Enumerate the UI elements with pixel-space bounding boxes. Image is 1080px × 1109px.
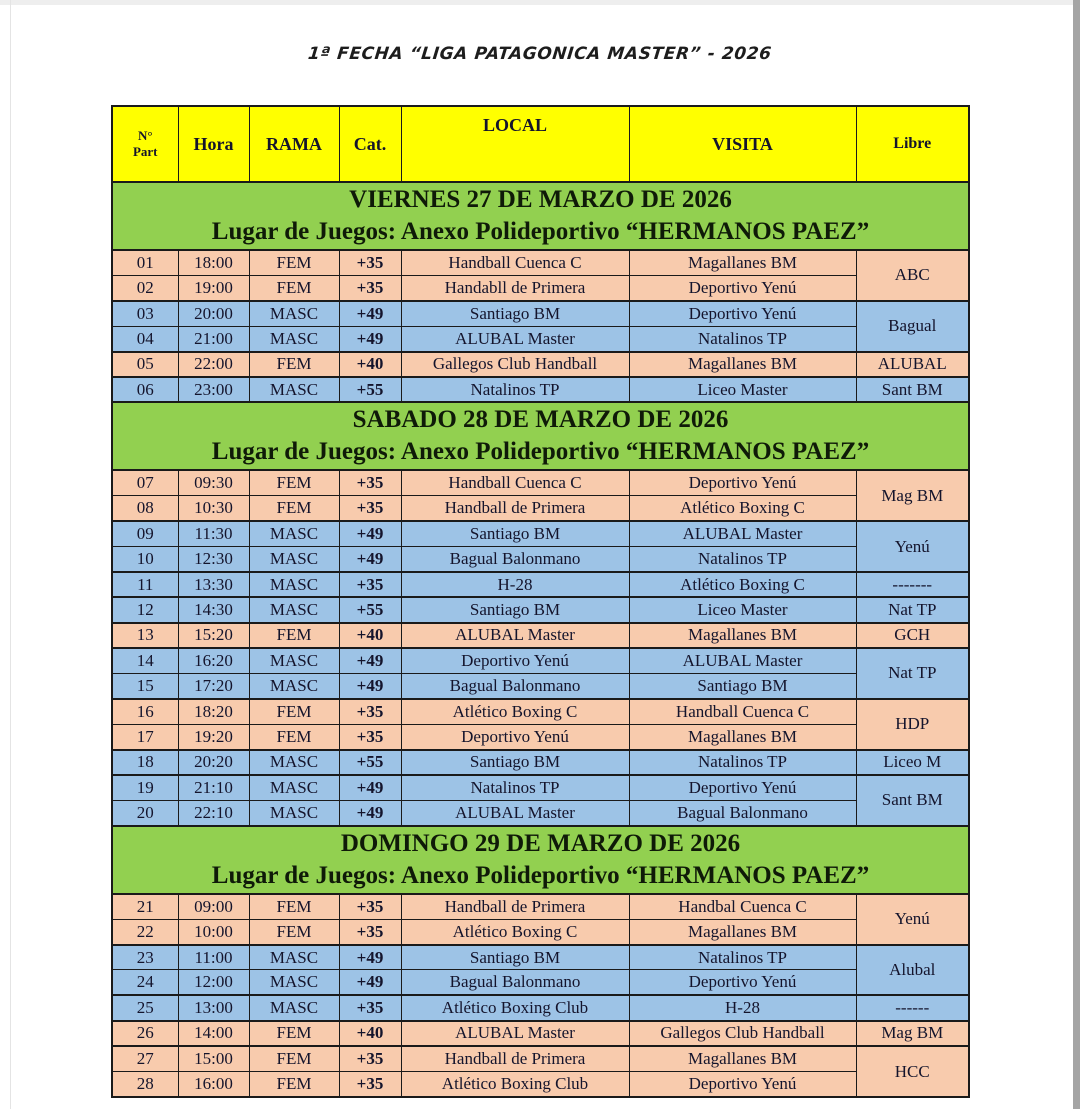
libre-team: Liceo M — [856, 750, 969, 775]
match-number: 20 — [112, 800, 178, 825]
match-category: +49 — [339, 301, 401, 326]
match-time: 18:00 — [178, 250, 249, 275]
match-division: FEM — [249, 1021, 339, 1046]
match-category: +55 — [339, 750, 401, 775]
visita-team: Magallanes BM — [629, 919, 856, 944]
match-division: FEM — [249, 470, 339, 495]
local-team: ALUBAL Master — [401, 623, 629, 648]
match-row — [112, 648, 969, 673]
local-team: Bagual Balonmano — [401, 970, 629, 995]
libre-team: GCH — [856, 623, 969, 648]
match-time: 15:00 — [178, 1046, 249, 1071]
match-division: MASC — [249, 750, 339, 775]
local-team: Handball Cuenca C — [401, 250, 629, 275]
libre-team: Alubal — [856, 945, 969, 996]
match-category: +40 — [339, 623, 401, 648]
local-team: H-28 — [401, 572, 629, 597]
match-time: 19:00 — [178, 275, 249, 300]
match-division: MASC — [249, 301, 339, 326]
match-row — [112, 275, 969, 300]
visita-team: Liceo Master — [629, 597, 856, 622]
day-title: DOMINGO 29 DE MARZO DE 2026 — [340, 829, 741, 857]
visita-team: Liceo Master — [629, 377, 856, 402]
visita-team: Bagual Balonmano — [629, 800, 856, 825]
match-category: +55 — [339, 597, 401, 622]
match-category: +35 — [339, 572, 401, 597]
match-division: FEM — [249, 275, 339, 300]
match-division: MASC — [249, 326, 339, 351]
match-row — [112, 894, 969, 919]
day-section-row — [112, 402, 969, 470]
header-libre: Libre — [856, 106, 969, 182]
local-team: Gallegos Club Handball — [401, 352, 629, 377]
match-number: 26 — [112, 1021, 178, 1046]
match-division: FEM — [249, 724, 339, 749]
match-row — [112, 1021, 969, 1046]
match-row — [112, 470, 969, 495]
match-division: MASC — [249, 995, 339, 1020]
match-division: FEM — [249, 919, 339, 944]
match-category: +49 — [339, 945, 401, 970]
match-division: FEM — [249, 623, 339, 648]
match-category: +35 — [339, 250, 401, 275]
match-time: 10:00 — [178, 919, 249, 944]
match-category: +55 — [339, 377, 401, 402]
local-team: Natalinos TP — [401, 377, 629, 402]
match-row — [112, 496, 969, 521]
match-number: 17 — [112, 724, 178, 749]
match-row — [112, 326, 969, 351]
local-team: Handball de Primera — [401, 496, 629, 521]
match-number: 23 — [112, 945, 178, 970]
match-category: +35 — [339, 699, 401, 724]
visita-team: Deportivo Yenú — [629, 775, 856, 800]
libre-team: ALUBAL — [856, 352, 969, 377]
match-division: MASC — [249, 945, 339, 970]
visita-team: Natalinos TP — [629, 547, 856, 572]
local-team: Deportivo Yenú — [401, 648, 629, 673]
local-team: Handball de Primera — [401, 894, 629, 919]
match-row — [112, 623, 969, 648]
libre-team: Nat TP — [856, 648, 969, 699]
libre-team: HDP — [856, 699, 969, 750]
libre-team: Yenú — [856, 894, 969, 945]
libre-team: Nat TP — [856, 597, 969, 622]
match-number: 10 — [112, 547, 178, 572]
local-team: Deportivo Yenú — [401, 724, 629, 749]
match-division: MASC — [249, 673, 339, 698]
local-team: Santiago BM — [401, 945, 629, 970]
match-number: 14 — [112, 648, 178, 673]
match-division: MASC — [249, 572, 339, 597]
match-number: 11 — [112, 572, 178, 597]
match-row — [112, 597, 969, 622]
visita-team: ALUBAL Master — [629, 648, 856, 673]
visita-team: ALUBAL Master — [629, 521, 856, 546]
match-category: +40 — [339, 352, 401, 377]
match-division: MASC — [249, 775, 339, 800]
match-time: 09:00 — [178, 894, 249, 919]
day-section-cell — [112, 826, 969, 894]
libre-team: Bagual — [856, 301, 969, 352]
match-category: +35 — [339, 1046, 401, 1071]
match-category: +35 — [339, 496, 401, 521]
match-time: 12:00 — [178, 970, 249, 995]
match-division: FEM — [249, 496, 339, 521]
match-number: 22 — [112, 919, 178, 944]
header-visita: VISITA — [629, 106, 856, 182]
visita-team: Handbal Cuenca C — [629, 894, 856, 919]
match-number: 15 — [112, 673, 178, 698]
match-time: 20:20 — [178, 750, 249, 775]
day-section-row — [112, 826, 969, 894]
match-category: +49 — [339, 521, 401, 546]
match-time: 21:10 — [178, 775, 249, 800]
match-time: 09:30 — [178, 470, 249, 495]
match-division: MASC — [249, 800, 339, 825]
local-team: Atlético Boxing Club — [401, 1072, 629, 1097]
match-category: +35 — [339, 1072, 401, 1097]
header-time: Hora — [178, 106, 249, 182]
header-match-number-line1: N° — [137, 128, 153, 144]
match-number: 19 — [112, 775, 178, 800]
match-number: 25 — [112, 995, 178, 1020]
match-number: 06 — [112, 377, 178, 402]
match-division: FEM — [249, 699, 339, 724]
match-division: FEM — [249, 250, 339, 275]
match-row — [112, 800, 969, 825]
local-team: Santiago BM — [401, 521, 629, 546]
match-number: 08 — [112, 496, 178, 521]
local-team: Handball Cuenca C — [401, 470, 629, 495]
match-row — [112, 945, 969, 970]
visita-team: Deportivo Yenú — [629, 470, 856, 495]
day-venue-subtitle: Lugar de Juegos: Anexo Polideportivo “HERMANOS PAEZ” — [211, 218, 870, 245]
match-row — [112, 673, 969, 698]
libre-team: Sant BM — [856, 377, 969, 402]
visita-team: Gallegos Club Handball — [629, 1021, 856, 1046]
local-team: ALUBAL Master — [401, 326, 629, 351]
visita-team: Magallanes BM — [629, 724, 856, 749]
match-number: 05 — [112, 352, 178, 377]
match-number: 01 — [112, 250, 178, 275]
match-time: 22:00 — [178, 352, 249, 377]
match-category: +40 — [339, 1021, 401, 1046]
match-time: 19:20 — [178, 724, 249, 749]
match-time: 17:20 — [178, 673, 249, 698]
match-time: 22:10 — [178, 800, 249, 825]
day-section-cell — [112, 182, 969, 250]
match-row — [112, 521, 969, 546]
match-time: 16:20 — [178, 648, 249, 673]
libre-team: ------- — [856, 572, 969, 597]
local-team: Bagual Balonmano — [401, 673, 629, 698]
match-number: 24 — [112, 970, 178, 995]
match-time: 15:20 — [178, 623, 249, 648]
match-category: +49 — [339, 775, 401, 800]
scan-edge-top — [0, 0, 1080, 5]
match-number: 04 — [112, 326, 178, 351]
header-division: RAMA — [249, 106, 339, 182]
day-venue-subtitle: Lugar de Juegos: Anexo Polideportivo “HERMANOS PAEZ” — [211, 861, 870, 889]
match-category: +35 — [339, 894, 401, 919]
match-row — [112, 919, 969, 944]
match-number: 12 — [112, 597, 178, 622]
match-time: 11:30 — [178, 521, 249, 546]
visita-team: H-28 — [629, 995, 856, 1020]
visita-team: Natalinos TP — [629, 945, 856, 970]
match-row — [112, 775, 969, 800]
match-category: +49 — [339, 326, 401, 351]
libre-team: Mag BM — [856, 470, 969, 521]
local-team: Atlético Boxing Club — [401, 995, 629, 1020]
match-number: 27 — [112, 1046, 178, 1071]
match-category: +49 — [339, 800, 401, 825]
match-time: 21:00 — [178, 326, 249, 351]
match-time: 20:00 — [178, 301, 249, 326]
match-row — [112, 1072, 969, 1097]
match-category: +35 — [339, 275, 401, 300]
match-row — [112, 547, 969, 572]
match-row — [112, 699, 969, 724]
visita-team: Natalinos TP — [629, 750, 856, 775]
match-row — [112, 572, 969, 597]
match-row — [112, 301, 969, 326]
visita-team: Handball Cuenca C — [629, 699, 856, 724]
day-section-cell — [112, 402, 969, 470]
header-match-number-line2: Part — [132, 144, 158, 159]
schedule-table — [111, 105, 970, 1098]
visita-team: Atlético Boxing C — [629, 572, 856, 597]
match-category: +35 — [339, 919, 401, 944]
local-team: Santiago BM — [401, 597, 629, 622]
match-category: +35 — [339, 470, 401, 495]
visita-team: Magallanes BM — [629, 352, 856, 377]
match-time: 18:20 — [178, 699, 249, 724]
scan-edge-right — [1073, 0, 1080, 1109]
table-header-row — [112, 106, 969, 182]
visita-team: Deportivo Yenú — [629, 301, 856, 326]
libre-team: HCC — [856, 1046, 969, 1097]
visita-team: Magallanes BM — [629, 250, 856, 275]
match-row — [112, 250, 969, 275]
match-time: 14:30 — [178, 597, 249, 622]
local-team: ALUBAL Master — [401, 1021, 629, 1046]
match-row — [112, 724, 969, 749]
match-division: FEM — [249, 894, 339, 919]
header-local: LOCAL — [401, 106, 629, 182]
match-division: FEM — [249, 352, 339, 377]
match-number: 28 — [112, 1072, 178, 1097]
local-team: Atlético Boxing C — [401, 699, 629, 724]
local-team: Handball de Primera — [401, 1046, 629, 1071]
match-time: 23:00 — [178, 377, 249, 402]
scan-edge-left — [10, 0, 11, 1109]
match-division: MASC — [249, 648, 339, 673]
match-time: 12:30 — [178, 547, 249, 572]
day-title: VIERNES 27 DE MARZO DE 2026 — [349, 186, 732, 213]
libre-team: ------ — [856, 995, 969, 1020]
local-team: Santiago BM — [401, 750, 629, 775]
visita-team: Magallanes BM — [629, 623, 856, 648]
match-number: 02 — [112, 275, 178, 300]
match-row — [112, 995, 969, 1020]
header-category: Cat. — [339, 106, 401, 182]
libre-team: Sant BM — [856, 775, 969, 826]
visita-team: Deportivo Yenú — [629, 275, 856, 300]
local-team: Atlético Boxing C — [401, 919, 629, 944]
match-category: +49 — [339, 648, 401, 673]
header-match-number — [112, 106, 178, 182]
match-row — [112, 352, 969, 377]
match-category: +35 — [339, 995, 401, 1020]
visita-team: Deportivo Yenú — [629, 970, 856, 995]
match-category: +35 — [339, 724, 401, 749]
match-time: 13:30 — [178, 572, 249, 597]
match-division: MASC — [249, 970, 339, 995]
visita-team: Santiago BM — [629, 673, 856, 698]
match-division: MASC — [249, 377, 339, 402]
match-number: 21 — [112, 894, 178, 919]
document-title — [0, 44, 1080, 64]
day-section-row — [112, 182, 969, 250]
match-row — [112, 750, 969, 775]
match-time: 14:00 — [178, 1021, 249, 1046]
match-number: 18 — [112, 750, 178, 775]
match-number: 03 — [112, 301, 178, 326]
local-team: Bagual Balonmano — [401, 547, 629, 572]
match-time: 13:00 — [178, 995, 249, 1020]
match-division: FEM — [249, 1046, 339, 1071]
match-division: MASC — [249, 547, 339, 572]
match-division: MASC — [249, 597, 339, 622]
match-time: 16:00 — [178, 1072, 249, 1097]
local-team: ALUBAL Master — [401, 800, 629, 825]
document-title-text: 1ª FECHA “LIGA PATAGONICA MASTER” - 2026 — [307, 44, 773, 64]
day-venue-subtitle: Lugar de Juegos: Anexo Polideportivo “HERMANOS PAEZ” — [211, 438, 870, 466]
match-time: 11:00 — [178, 945, 249, 970]
visita-team: Deportivo Yenú — [629, 1072, 856, 1097]
libre-team: ABC — [856, 250, 969, 301]
match-category: +49 — [339, 970, 401, 995]
local-team: Santiago BM — [401, 301, 629, 326]
day-title: SABADO 28 DE MARZO DE 2026 — [352, 406, 729, 434]
visita-team: Atlético Boxing C — [629, 496, 856, 521]
match-number: 09 — [112, 521, 178, 546]
match-time: 10:30 — [178, 496, 249, 521]
match-number: 16 — [112, 699, 178, 724]
match-division: FEM — [249, 1072, 339, 1097]
visita-team: Natalinos TP — [629, 326, 856, 351]
match-category: +49 — [339, 547, 401, 572]
local-team: Natalinos TP — [401, 775, 629, 800]
match-row — [112, 377, 969, 402]
match-row — [112, 970, 969, 995]
match-row — [112, 1046, 969, 1071]
match-division: MASC — [249, 521, 339, 546]
match-category: +49 — [339, 673, 401, 698]
match-number: 07 — [112, 470, 178, 495]
libre-team: Yenú — [856, 521, 969, 572]
libre-team: Mag BM — [856, 1021, 969, 1046]
match-number: 13 — [112, 623, 178, 648]
local-team: Handabll de Primera — [401, 275, 629, 300]
visita-team: Magallanes BM — [629, 1046, 856, 1071]
